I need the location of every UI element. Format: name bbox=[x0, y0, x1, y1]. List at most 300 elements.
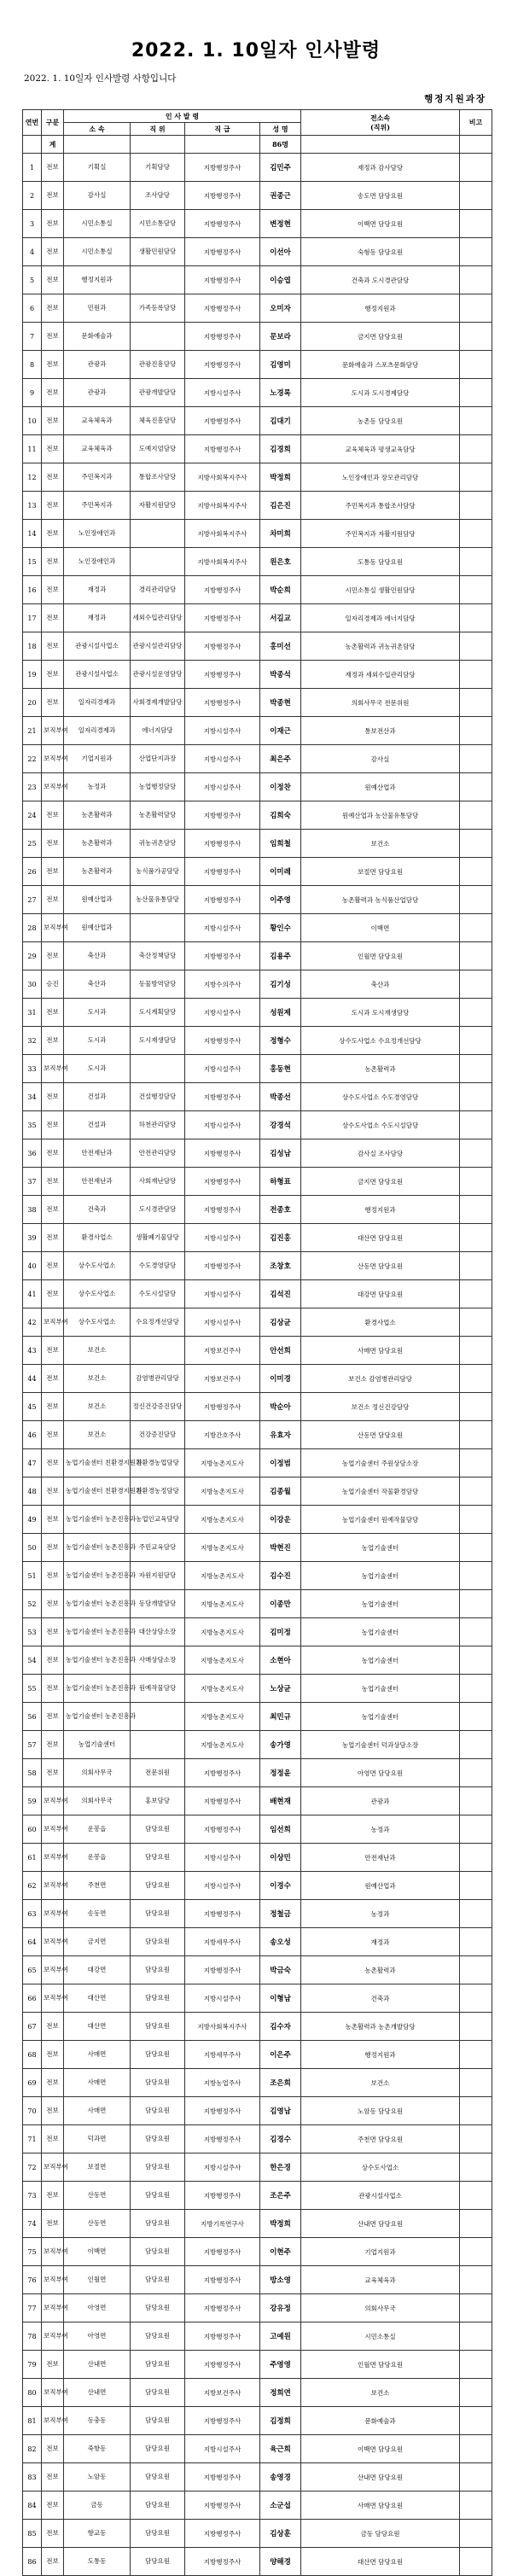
row-previous-post: 상수도사업소 수도시설담당 bbox=[301, 1111, 460, 1139]
table-row bbox=[23, 1139, 492, 1168]
table-row bbox=[23, 2491, 492, 2520]
row-grade: 지방농촌지도사 bbox=[185, 1562, 260, 1590]
row-department: 보건소 bbox=[64, 1393, 131, 1421]
row-remark bbox=[460, 2520, 492, 2548]
row-position: 관광시설관리담당 bbox=[131, 632, 185, 661]
table-row bbox=[23, 858, 492, 886]
row-previous-post: 농촌활력과 bbox=[301, 1055, 460, 1083]
row-classification: 전보 bbox=[42, 238, 64, 266]
row-grade: 지방농촌지도사 bbox=[185, 1618, 260, 1646]
row-no: 17 bbox=[23, 604, 42, 632]
row-classification: 전보 bbox=[42, 830, 64, 858]
row-department: 노인장애인과 bbox=[64, 520, 131, 548]
row-grade: 지방행정주사 bbox=[185, 1196, 260, 1224]
row-classification: 전보 bbox=[42, 1083, 64, 1111]
row-name: 이경수 bbox=[260, 1872, 301, 1900]
row-name: 김수자 bbox=[260, 2013, 301, 2041]
table-row bbox=[23, 2210, 492, 2238]
row-classification: 보직부여 bbox=[42, 1844, 64, 1872]
row-grade: 지방행정주사 bbox=[185, 294, 260, 323]
row-remark bbox=[460, 2238, 492, 2266]
row-no: 63 bbox=[23, 1900, 42, 1928]
row-department: 보건소 bbox=[64, 1421, 131, 1449]
row-classification: 전보 bbox=[42, 1168, 64, 1196]
row-department: 도통동 bbox=[64, 2548, 131, 2576]
row-department: 건설과 bbox=[64, 1083, 131, 1111]
row-grade: 지방간호주사 bbox=[185, 1421, 260, 1449]
header-grade: 직 급 bbox=[185, 123, 260, 136]
row-previous-post: 기업지원과 bbox=[301, 2238, 460, 2266]
row-grade: 지방농촌지도사 bbox=[185, 1506, 260, 1534]
row-grade: 지방시설주사 bbox=[185, 2435, 260, 2463]
row-no: 29 bbox=[23, 942, 42, 970]
table-row bbox=[23, 1224, 492, 1252]
row-no: 32 bbox=[23, 1027, 42, 1055]
row-department: 향교동 bbox=[64, 2520, 131, 2548]
row-department: 대산면 bbox=[64, 2013, 131, 2041]
row-remark bbox=[460, 294, 492, 323]
table-row bbox=[23, 1646, 492, 1675]
row-department: 노암동 bbox=[64, 2463, 131, 2491]
row-position: 시민소통담당 bbox=[131, 210, 185, 238]
row-name: 박순아 bbox=[260, 1393, 301, 1421]
row-classification: 보직부여 bbox=[42, 2407, 64, 2435]
row-no: 72 bbox=[23, 2153, 42, 2182]
row-position bbox=[131, 266, 185, 294]
row-no: 58 bbox=[23, 1759, 42, 1787]
row-name: 차미희 bbox=[260, 520, 301, 548]
row-grade: 지방행정주사 bbox=[185, 1815, 260, 1844]
row-classification: 전보 bbox=[42, 1759, 64, 1787]
table-row bbox=[23, 2322, 492, 2351]
row-no: 71 bbox=[23, 2125, 42, 2153]
row-position: 에너지담당 bbox=[131, 717, 185, 745]
table-row bbox=[23, 1787, 492, 1815]
row-classification: 전보 bbox=[42, 1139, 64, 1168]
row-department: 기업지원과 bbox=[64, 745, 131, 773]
row-department: 운봉읍 bbox=[64, 1844, 131, 1872]
row-grade: 지방시설주사 bbox=[185, 999, 260, 1027]
row-previous-post: 농정과 bbox=[301, 1900, 460, 1928]
row-remark bbox=[460, 1534, 492, 1562]
row-previous-post: 인월면 담당요원 bbox=[301, 2351, 460, 2379]
row-no: 66 bbox=[23, 1984, 42, 2013]
row-no: 24 bbox=[23, 801, 42, 830]
row-name: 전종호 bbox=[260, 1196, 301, 1224]
row-previous-post: 도통동 담당요원 bbox=[301, 548, 460, 576]
row-previous-post: 인월면 담당요원 bbox=[301, 942, 460, 970]
row-name: 최민규 bbox=[260, 1703, 301, 1731]
row-classification: 전보 bbox=[42, 999, 64, 1027]
row-name: 김영남 bbox=[260, 2097, 301, 2125]
row-position: 담당요원 bbox=[131, 2266, 185, 2294]
row-no: 25 bbox=[23, 830, 42, 858]
row-previous-post: 금동 담당요원 bbox=[301, 2520, 460, 2548]
row-name: 박정희 bbox=[260, 2210, 301, 2238]
row-department: 농업기술센터 농촌진흥과 bbox=[64, 1675, 131, 1703]
header-previous-post bbox=[301, 110, 460, 136]
row-name: 이재근 bbox=[260, 717, 301, 745]
row-position: 기획담당 bbox=[131, 154, 185, 182]
row-grade: 지방행정주사 bbox=[185, 1083, 260, 1111]
row-remark bbox=[460, 1787, 492, 1815]
row-remark bbox=[460, 1477, 492, 1506]
row-name: 홍동현 bbox=[260, 1055, 301, 1083]
table-row bbox=[23, 1844, 492, 1872]
row-name: 주영영 bbox=[260, 2351, 301, 2379]
row-department: 민원과 bbox=[64, 294, 131, 323]
row-remark bbox=[460, 520, 492, 548]
row-previous-post: 행정지원과 bbox=[301, 2041, 460, 2069]
table-row bbox=[23, 886, 492, 914]
row-classification: 전보 bbox=[42, 886, 64, 914]
table-row bbox=[23, 520, 492, 548]
row-department: 축산과 bbox=[64, 970, 131, 999]
row-previous-post: 축산과 bbox=[301, 970, 460, 999]
row-classification: 보직부여 bbox=[42, 2238, 64, 2266]
row-position: 자활지원담당 bbox=[131, 492, 185, 520]
row-classification: 전보 bbox=[42, 1534, 64, 1562]
row-position: 담당요원 bbox=[131, 2041, 185, 2069]
row-classification: 전보 bbox=[42, 520, 64, 548]
table-row bbox=[23, 2379, 492, 2407]
row-grade: 지방농촌지도사 bbox=[185, 1731, 260, 1759]
row-classification: 보직부여 bbox=[42, 745, 64, 773]
row-previous-post: 보건소 bbox=[301, 2379, 460, 2407]
row-previous-post: 건축과 bbox=[301, 1984, 460, 2013]
row-no: 27 bbox=[23, 886, 42, 914]
row-position: 담당요원 bbox=[131, 2294, 185, 2322]
table-row bbox=[23, 1928, 492, 1956]
row-name: 이강운 bbox=[260, 1506, 301, 1534]
row-department: 관광과 bbox=[64, 351, 131, 379]
row-grade: 지방시설주사 bbox=[185, 717, 260, 745]
row-no: 56 bbox=[23, 1703, 42, 1731]
row-position: 담당요원 bbox=[131, 2463, 185, 2491]
row-grade: 지방시설주사 bbox=[185, 1984, 260, 2013]
row-department: 농업기술센터 농촌진흥과 bbox=[64, 1590, 131, 1618]
row-no: 79 bbox=[23, 2351, 42, 2379]
row-department: 상수도사업소 bbox=[64, 1308, 131, 1337]
table-row bbox=[23, 2041, 492, 2069]
row-department: 산동면 bbox=[64, 2210, 131, 2238]
row-grade: 지방행정주사 bbox=[185, 238, 260, 266]
row-department: 시민소통실 bbox=[64, 210, 131, 238]
row-remark bbox=[460, 1224, 492, 1252]
row-grade: 지방농촌지도사 bbox=[185, 1477, 260, 1506]
table-row bbox=[23, 210, 492, 238]
row-previous-post: 산내면 담당요원 bbox=[301, 2210, 460, 2238]
row-remark bbox=[460, 1365, 492, 1393]
row-previous-post: 도시과 도시경제담당 bbox=[301, 379, 460, 407]
row-name: 이현주 bbox=[260, 2238, 301, 2266]
row-name: 이종만 bbox=[260, 1590, 301, 1618]
row-previous-post: 보절면 담당요원 bbox=[301, 858, 460, 886]
row-previous-post: 농촌활력과 농식품산업담당 bbox=[301, 886, 460, 914]
row-remark bbox=[460, 632, 492, 661]
row-department: 농업기술센터 농촌진흥과 bbox=[64, 1618, 131, 1646]
row-previous-post: 문화예술과 스포츠문화담당 bbox=[301, 351, 460, 379]
row-classification: 전보 bbox=[42, 1590, 64, 1618]
row-no: 50 bbox=[23, 1534, 42, 1562]
row-department: 산내면 bbox=[64, 2351, 131, 2379]
row-position bbox=[131, 323, 185, 351]
row-department: 주민복지과 bbox=[64, 492, 131, 520]
row-classification: 보직부여 bbox=[42, 2153, 64, 2182]
row-grade: 지방행정주사 bbox=[185, 942, 260, 970]
table-row bbox=[23, 632, 492, 661]
row-grade: 지방행정주사 bbox=[185, 210, 260, 238]
row-grade: 지방행정주사 bbox=[185, 2463, 260, 2491]
row-name: 하형표 bbox=[260, 1168, 301, 1196]
row-remark bbox=[460, 1252, 492, 1280]
row-name: 박현진 bbox=[260, 1534, 301, 1562]
row-position bbox=[131, 1055, 185, 1083]
row-name: 양해경 bbox=[260, 2548, 301, 2576]
row-no: 43 bbox=[23, 1337, 42, 1365]
row-previous-post: 이백면 bbox=[301, 914, 460, 942]
issuing-department: 행정지원과장 bbox=[424, 94, 486, 104]
row-grade: 지방행정주사 bbox=[185, 661, 260, 689]
row-no: 5 bbox=[23, 266, 42, 294]
summary-no bbox=[23, 136, 42, 154]
row-no: 13 bbox=[23, 492, 42, 520]
row-name: 안선희 bbox=[260, 1337, 301, 1365]
row-previous-post: 농업기술센터 bbox=[301, 1562, 460, 1590]
row-no: 28 bbox=[23, 914, 42, 942]
row-position: 통합조사담당 bbox=[131, 463, 185, 492]
row-remark bbox=[460, 717, 492, 745]
table-row bbox=[23, 1815, 492, 1844]
row-position: 농업행정담당 bbox=[131, 773, 185, 801]
row-no: 61 bbox=[23, 1844, 42, 1872]
row-name: 김희숙 bbox=[260, 801, 301, 830]
row-no: 42 bbox=[23, 1308, 42, 1337]
row-previous-post: 관광시설사업소 bbox=[301, 2182, 460, 2210]
row-position: 동물방역담당 bbox=[131, 970, 185, 999]
row-remark bbox=[460, 435, 492, 463]
row-previous-post: 농업기술센터 bbox=[301, 1590, 460, 1618]
row-name: 고예원 bbox=[260, 2322, 301, 2351]
row-remark bbox=[460, 379, 492, 407]
row-remark bbox=[460, 1139, 492, 1168]
table-row bbox=[23, 2407, 492, 2435]
row-name: 박금숙 bbox=[260, 1956, 301, 1984]
row-grade: 지방보건주사 bbox=[185, 2379, 260, 2407]
row-previous-post: 송도면 담당요원 bbox=[301, 182, 460, 210]
row-position: 담당요원 bbox=[131, 1956, 185, 1984]
table-row bbox=[23, 1111, 492, 1139]
row-department: 보절면 bbox=[64, 2153, 131, 2182]
row-position: 담당요원 bbox=[131, 2210, 185, 2238]
table-row bbox=[23, 2069, 492, 2097]
row-position: 농식품가공담당 bbox=[131, 858, 185, 886]
row-grade: 지방행정주사 bbox=[185, 801, 260, 830]
row-no: 84 bbox=[23, 2491, 42, 2520]
row-position: 동당개발담당 bbox=[131, 1590, 185, 1618]
row-classification: 전보 bbox=[42, 1477, 64, 1506]
row-name: 박순희 bbox=[260, 576, 301, 604]
row-position: 사회경제개발담당 bbox=[131, 689, 185, 717]
row-no: 2 bbox=[23, 182, 42, 210]
row-remark bbox=[460, 576, 492, 604]
row-department: 이백면 bbox=[64, 2238, 131, 2266]
row-previous-post: 도시과 도시재생담당 bbox=[301, 999, 460, 1027]
row-remark bbox=[460, 323, 492, 351]
row-grade: 지방행정주사 bbox=[185, 858, 260, 886]
row-previous-post: 감사실 bbox=[301, 745, 460, 773]
table-row bbox=[23, 717, 492, 745]
row-previous-post: 감사실 조사담당 bbox=[301, 1139, 460, 1168]
table-row bbox=[23, 154, 492, 182]
row-previous-post: 보건소 정신건강담당 bbox=[301, 1393, 460, 1421]
row-department: 사매면 bbox=[64, 2097, 131, 2125]
row-department: 금지면 bbox=[64, 1928, 131, 1956]
row-no: 34 bbox=[23, 1083, 42, 1111]
table-row bbox=[23, 801, 492, 830]
row-grade: 지방행정주사 bbox=[185, 351, 260, 379]
row-classification: 전보 bbox=[42, 266, 64, 294]
row-position: 조사담당 bbox=[131, 182, 185, 210]
row-previous-post: 사매면 담당요원 bbox=[301, 2491, 460, 2520]
row-remark bbox=[460, 2097, 492, 2125]
row-remark bbox=[460, 1449, 492, 1477]
row-remark bbox=[460, 154, 492, 182]
row-name: 이선아 bbox=[260, 238, 301, 266]
row-name: 김종월 bbox=[260, 1477, 301, 1506]
row-no: 45 bbox=[23, 1393, 42, 1421]
row-previous-post: 주천면 담당요원 bbox=[301, 2125, 460, 2153]
row-grade: 지방행정주사 bbox=[185, 2351, 260, 2379]
row-remark bbox=[460, 1956, 492, 1984]
row-classification: 보직부여 bbox=[42, 1900, 64, 1928]
row-no: 70 bbox=[23, 2097, 42, 2125]
row-remark bbox=[460, 407, 492, 435]
header-order: 인 사 발 령 bbox=[64, 110, 301, 123]
row-classification: 전보 bbox=[42, 182, 64, 210]
table-row bbox=[23, 689, 492, 717]
table-row bbox=[23, 576, 492, 604]
row-grade: 지방시설주사 bbox=[185, 1224, 260, 1252]
row-name: 노경록 bbox=[260, 379, 301, 407]
row-remark bbox=[460, 2463, 492, 2491]
row-classification: 보직부여 bbox=[42, 2322, 64, 2351]
row-remark bbox=[460, 2351, 492, 2379]
row-department: 농촌활력과 bbox=[64, 801, 131, 830]
row-previous-post: 재정과 세외수입관리담당 bbox=[301, 661, 460, 689]
header-position: 직 위 bbox=[131, 123, 185, 136]
table-row bbox=[23, 1731, 492, 1759]
table-row bbox=[23, 1759, 492, 1787]
row-department: 농촌활력과 bbox=[64, 830, 131, 858]
row-previous-post: 대강면 담당요원 bbox=[301, 1280, 460, 1308]
row-name: 이형남 bbox=[260, 1984, 301, 2013]
row-grade: 지방행정주사 bbox=[185, 830, 260, 858]
row-grade: 지방행정주사 bbox=[185, 886, 260, 914]
table-row bbox=[23, 492, 492, 520]
row-classification: 전보 bbox=[42, 2520, 64, 2548]
row-position: 담당요원 bbox=[131, 2520, 185, 2548]
row-name: 이미경 bbox=[260, 1365, 301, 1393]
row-grade: 지방농촌지도사 bbox=[185, 1675, 260, 1703]
row-department: 의회사무국 bbox=[64, 1787, 131, 1815]
row-position: 농업인교육담당 bbox=[131, 1506, 185, 1534]
row-name: 송오성 bbox=[260, 1928, 301, 1956]
row-name: 배현재 bbox=[260, 1787, 301, 1815]
row-remark bbox=[460, 1815, 492, 1844]
table-row bbox=[23, 2294, 492, 2322]
row-previous-post: 사매면 담당요원 bbox=[301, 1337, 460, 1365]
row-position: 도예지엄담당 bbox=[131, 435, 185, 463]
row-position: 도시계획담당 bbox=[131, 999, 185, 1027]
row-no: 81 bbox=[23, 2407, 42, 2435]
row-previous-post: 산동면 담당요원 bbox=[301, 1252, 460, 1280]
row-name: 김석진 bbox=[260, 1280, 301, 1308]
row-name: 김진홍 bbox=[260, 1224, 301, 1252]
row-name: 성원제 bbox=[260, 999, 301, 1027]
table-row bbox=[23, 1421, 492, 1449]
row-department: 재정과 bbox=[64, 604, 131, 632]
table-row bbox=[23, 1055, 492, 1083]
table-row bbox=[23, 1534, 492, 1562]
row-department: 농업기술센터 농촌진흥과 bbox=[64, 1646, 131, 1675]
row-department: 건축과 bbox=[64, 1196, 131, 1224]
row-position: 담당요원 bbox=[131, 2238, 185, 2266]
row-remark bbox=[460, 858, 492, 886]
row-department: 주민복지과 bbox=[64, 463, 131, 492]
row-no: 39 bbox=[23, 1224, 42, 1252]
row-grade: 지방시설주사 bbox=[185, 745, 260, 773]
table-row bbox=[23, 1900, 492, 1928]
row-department: 금동 bbox=[64, 2491, 131, 2520]
row-position bbox=[131, 548, 185, 576]
row-grade: 지방행정주사 bbox=[185, 604, 260, 632]
row-previous-post: 원예산업과 bbox=[301, 773, 460, 801]
row-remark bbox=[460, 210, 492, 238]
row-grade: 지방세무주사 bbox=[185, 2041, 260, 2069]
row-position: 담당요원 bbox=[131, 2435, 185, 2463]
row-remark bbox=[460, 548, 492, 576]
row-name: 박종석 bbox=[260, 661, 301, 689]
row-department: 상수도사업소 bbox=[64, 1280, 131, 1308]
row-classification: 전보 bbox=[42, 294, 64, 323]
row-remark bbox=[460, 914, 492, 942]
row-no: 21 bbox=[23, 717, 42, 745]
row-department: 송동면 bbox=[64, 1900, 131, 1928]
row-position bbox=[131, 1703, 185, 1731]
row-remark bbox=[460, 1900, 492, 1928]
row-name: 소현아 bbox=[260, 1646, 301, 1675]
row-position: 담당요원 bbox=[131, 2125, 185, 2153]
row-position: 관광시설운영담당 bbox=[131, 661, 185, 689]
row-classification: 보직부여 bbox=[42, 717, 64, 745]
row-name: 황인수 bbox=[260, 914, 301, 942]
row-department: 의회사무국 bbox=[64, 1759, 131, 1787]
row-remark bbox=[460, 2125, 492, 2153]
header-previous-post-line2: (직위) bbox=[370, 122, 391, 131]
row-no: 10 bbox=[23, 407, 42, 435]
row-name: 강유정 bbox=[260, 2294, 301, 2322]
row-remark bbox=[460, 2294, 492, 2322]
row-name: 조창호 bbox=[260, 1252, 301, 1280]
row-no: 59 bbox=[23, 1787, 42, 1815]
row-department: 보건소 bbox=[64, 1337, 131, 1365]
row-grade: 지방행정주사 bbox=[185, 689, 260, 717]
row-department: 산내면 bbox=[64, 2379, 131, 2407]
row-position: 담당요원 bbox=[131, 2097, 185, 2125]
row-name: 권종근 bbox=[260, 182, 301, 210]
row-position: 도시경관담당 bbox=[131, 1196, 185, 1224]
